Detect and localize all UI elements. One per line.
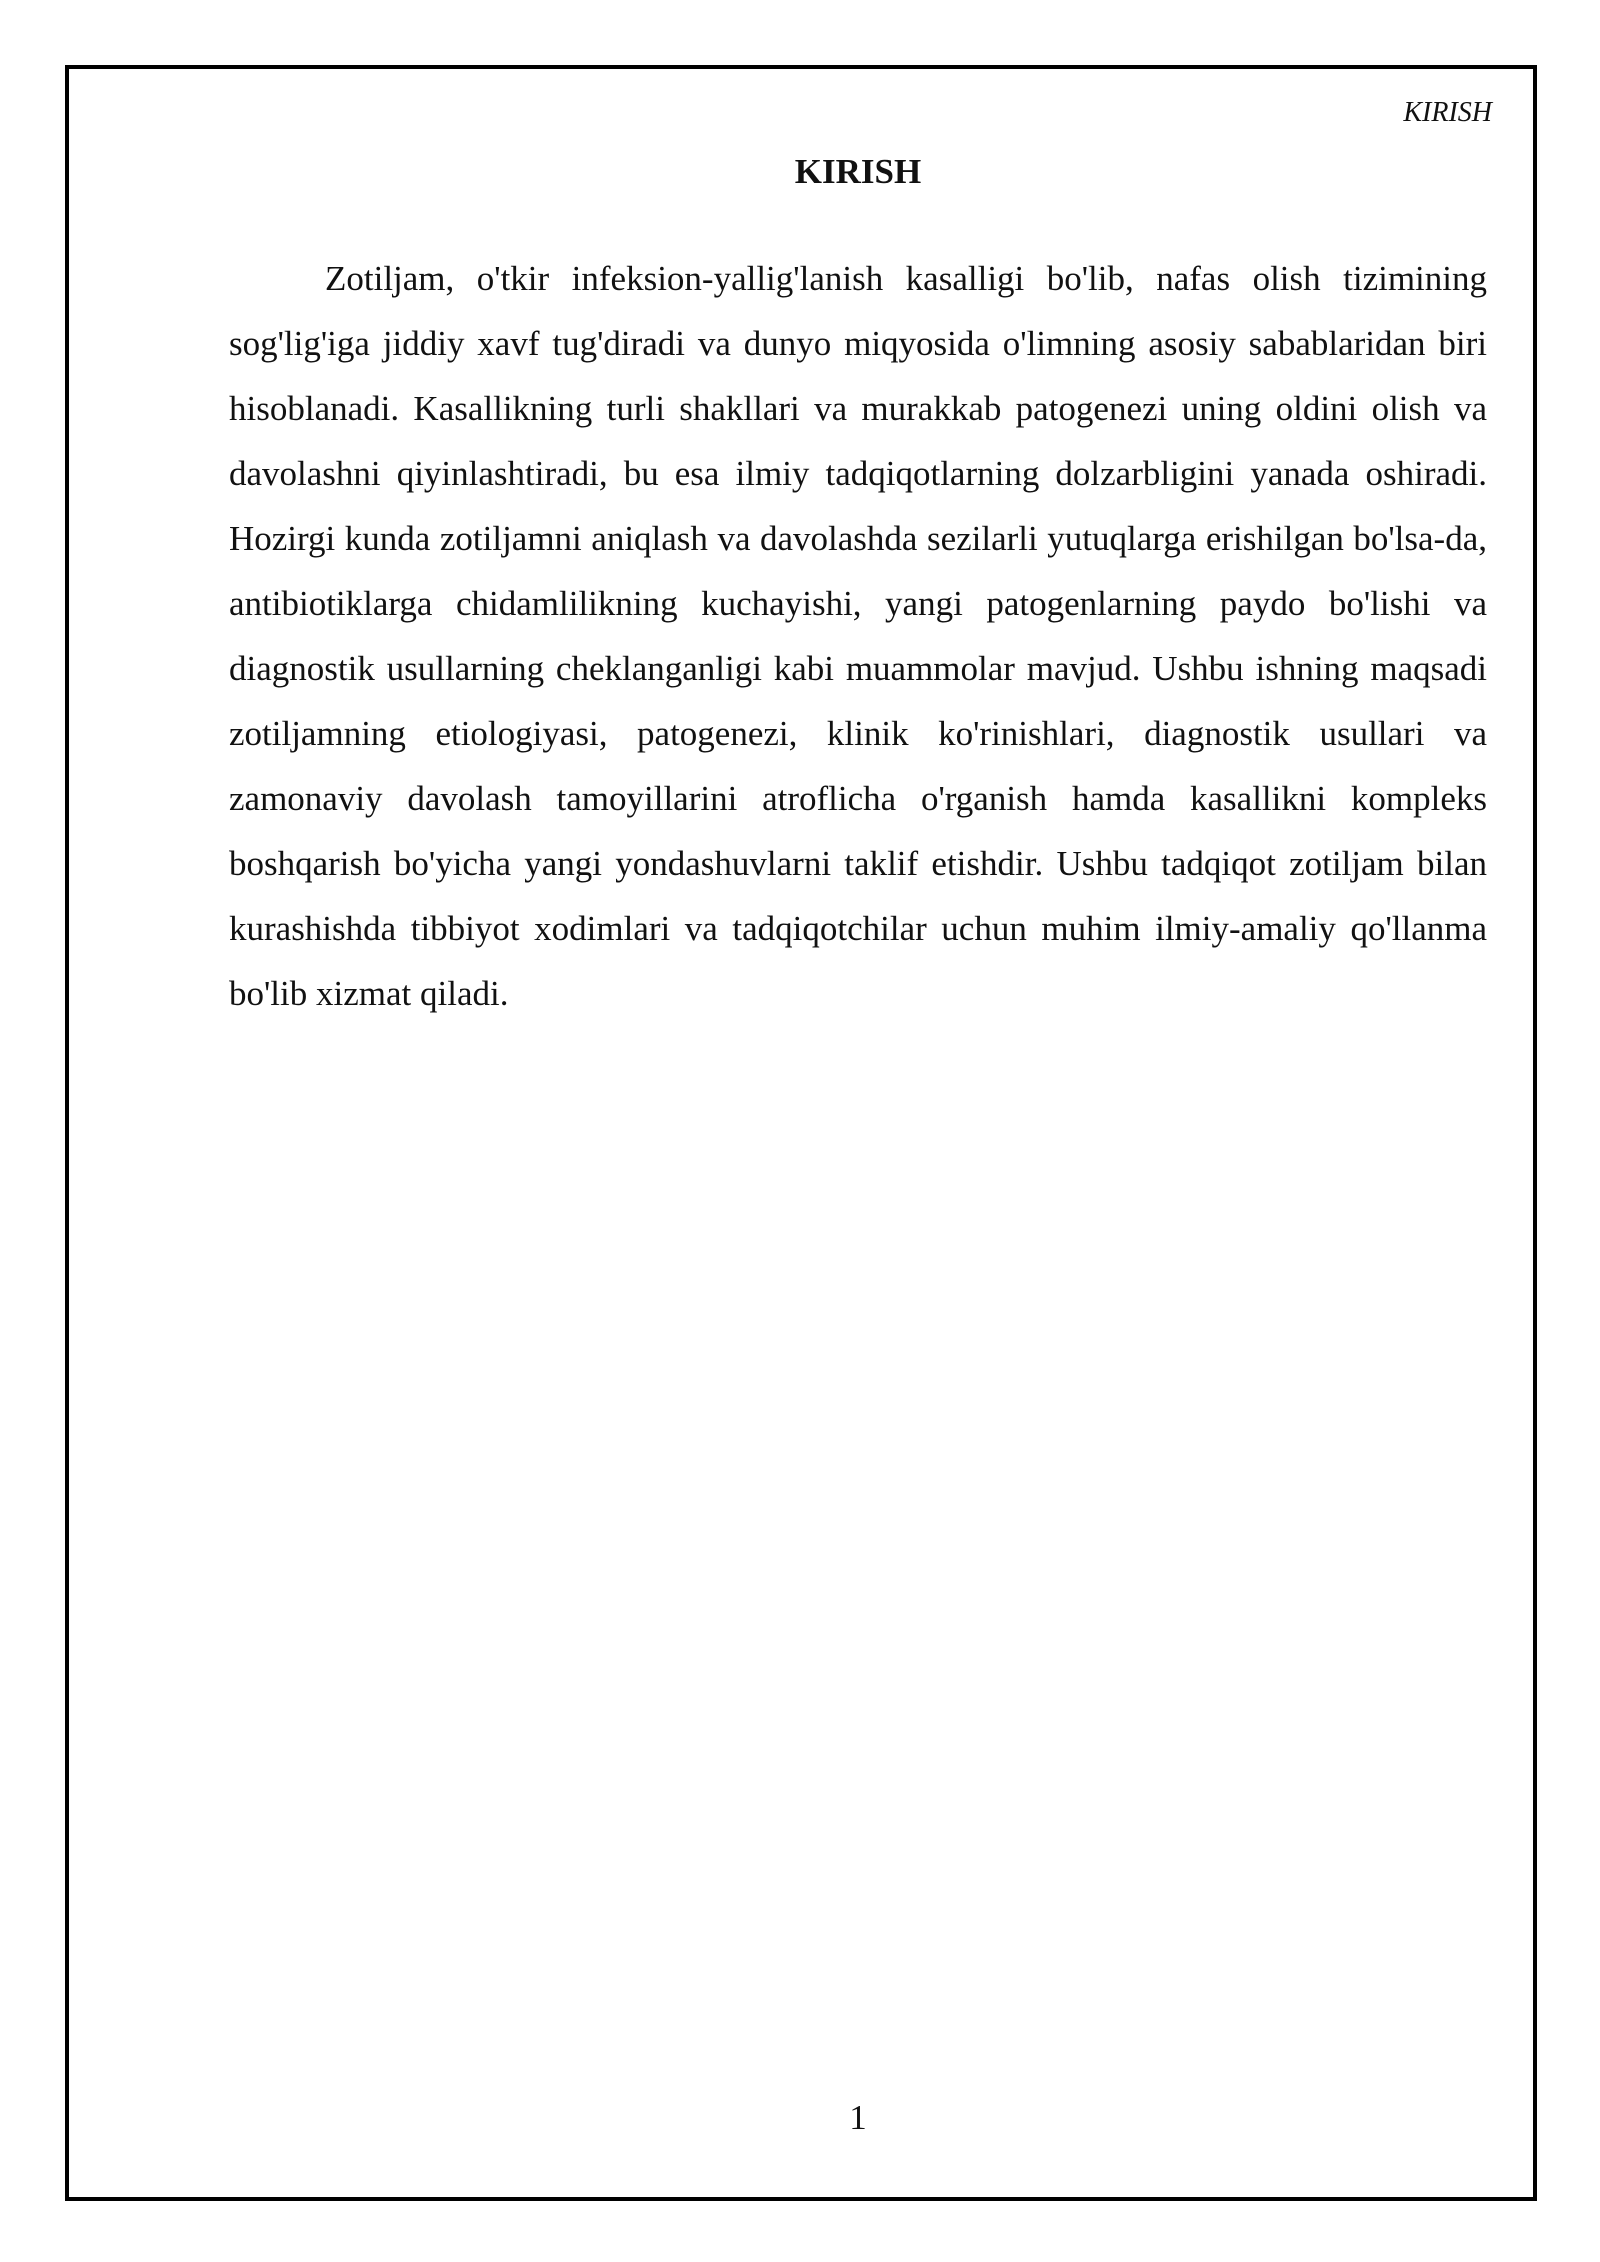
page-number: 1 [849, 2098, 867, 2137]
introduction-paragraph: Zotiljam, o'tkir infeksion-yallig'lanish kasalligi bo'lib, nafas olish tizimining sog'lig'iga jiddiy xavf tug'diradi va dunyo miqyosida o'limning asosiy sabablaridan biri hisoblanadi. Kasallikning turli shakllari va murakkab patogenezi uning oldini olish va davolashni qiyinlashtiradi, bu esa ilmiy tadqiqotlarning dolzarbligini yanada oshiradi. Hozirgi kunda zotiljamni aniqlash va davolashda sezilarli yutuqlarga erishilgan bo'lsa-da, antibiotiklarga chidamlilikning kuchayishi, yangi patogenlarning paydo bo'lishi va diagnostik usullarning cheklanganligi kabi muammolar mavjud. Ushbu ishning maqsadi zotiljamning etiologiyasi, patogenezi, klinik ko'rinishlari, diagnostik usullari va zamonaviy davolash tamoyillarini atroflicha o'rganish hamda kasallikni kompleks boshqarish bo'yicha yangi yondashuvlarni taklif etishdir. Ushbu tadqiqot zotiljam bilan kurashishda tibbiyot xodimlari va tadqiqotchilar uchun muhim ilmiy-amaliy qo'llanma bo'lib xizmat qiladi. [229, 259, 1487, 1013]
section-title: KIRISH [794, 152, 922, 191]
running-header: KIRISH [1403, 97, 1492, 128]
